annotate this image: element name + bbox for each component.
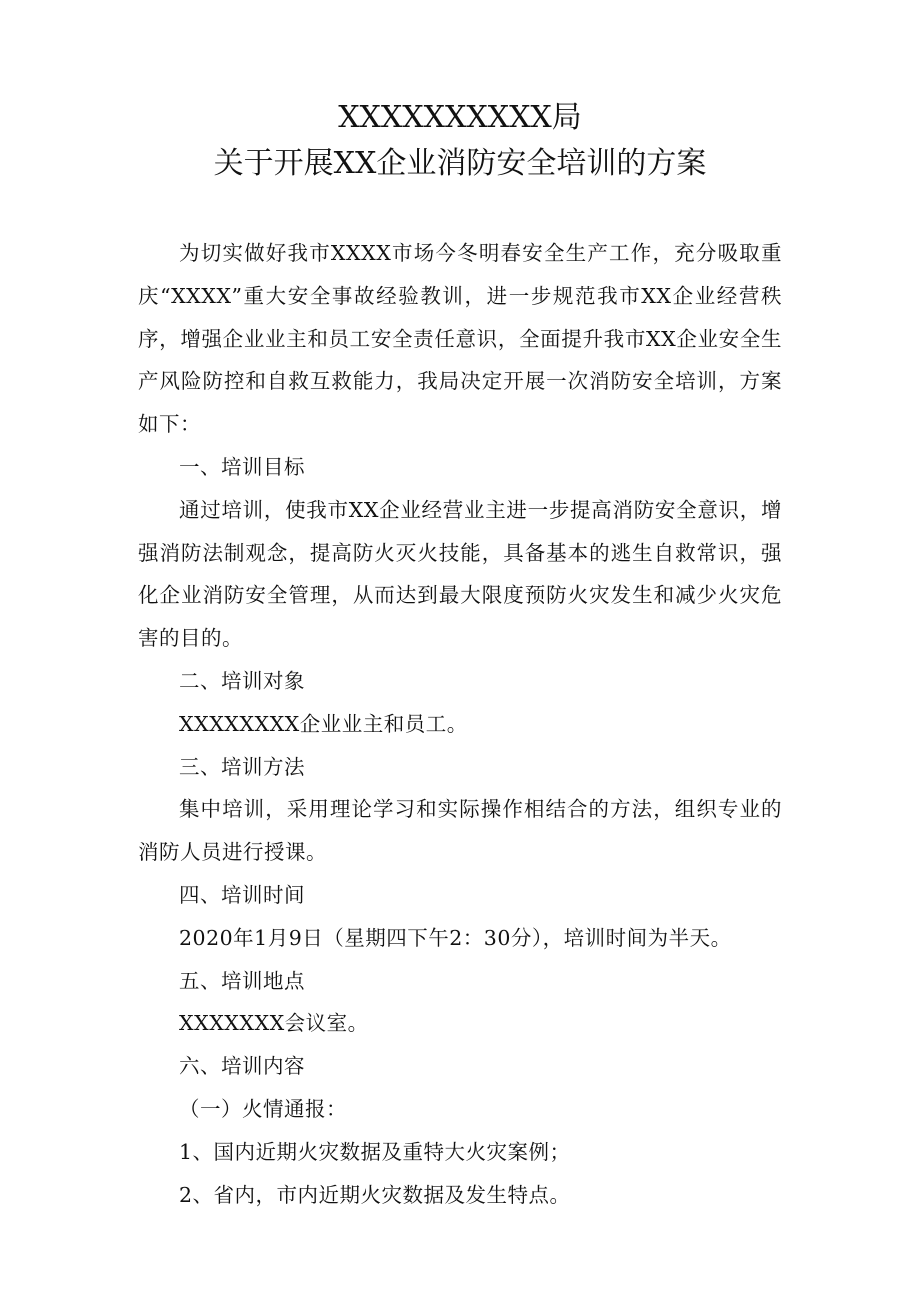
- content-item-1: 1、国内近期火灾数据及重特大火灾案例；: [179, 1139, 571, 1164]
- section-heading-audience: 二、培训对象: [179, 668, 305, 693]
- document-body: [138, 232, 782, 1216]
- location-paragraph: XXXXXXX会议室。: [179, 1011, 369, 1036]
- document-title-issuer: XXXXXXXXXX局: [338, 100, 582, 135]
- method-paragraph: 集中培训，采用理论学习和实际操作相结合的方法，组织专业的消防人员进行授课。: [138, 797, 782, 865]
- intro-paragraph: 为切实做好我市XXXX市场今冬明春安全生产工作，充分吸取重庆“XXXX”重大安全事故经验教训，进一步规范我市XX企业经营秩序，增强企业业主和员工安全责任意识，全面提升我市XX企业安全生产风险防控和自救互救能力，我局决定开展一次消防安全培训，方案如下：: [138, 241, 782, 437]
- section-heading-time: 四、培训时间: [179, 882, 305, 907]
- content-item-2: 2、省内，市内近期火灾数据及发生特点。: [179, 1182, 571, 1207]
- document-title: 关于开展XX企业消防安全培训的方案: [213, 146, 707, 181]
- goal-paragraph: 通过培训，使我市XX企业经营业主进一步提高消防安全意识，增强消防法制观念，提高防火灭火技能，具备基本的逃生自救常识，强化企业消防安全管理，从而达到最大限度预防火灾发生和减少火灾危害的目的。: [138, 497, 782, 651]
- section-heading-location: 五、培训地点: [179, 968, 305, 993]
- section-heading-goal: 一、培训目标: [179, 454, 305, 479]
- content-subheading-fire-report: （一）火情通报：: [179, 1096, 347, 1121]
- section-heading-content: 六、培训内容: [179, 1054, 305, 1079]
- audience-paragraph: XXXXXXXX企业业主和员工。: [179, 711, 468, 736]
- time-paragraph: 2020年1月9日（星期四下午2：30分），培训时间为半天。: [179, 925, 732, 950]
- section-heading-method: 三、培训方法: [179, 754, 305, 779]
